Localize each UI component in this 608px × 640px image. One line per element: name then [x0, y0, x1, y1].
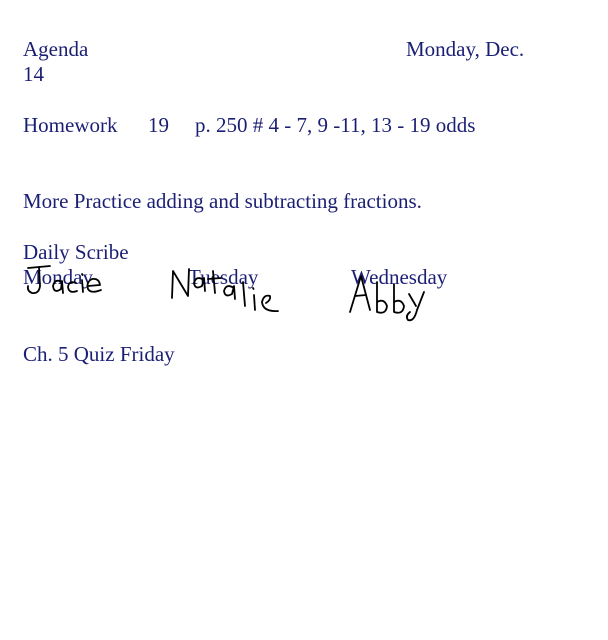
signature-abby: [348, 270, 430, 328]
agenda-title: Agenda: [23, 37, 89, 61]
day-tuesday: Tuesday: [188, 265, 259, 289]
day-monday: Monday: [23, 265, 93, 289]
practice-text: More Practice adding and subtracting fractions.: [23, 189, 422, 213]
homework-label: Homework: [23, 113, 118, 137]
daily-scribe-heading: Daily Scribe: [23, 240, 129, 264]
signature-jacie: [24, 262, 110, 302]
signature-natalie: [168, 262, 292, 320]
homework-number: 19: [148, 113, 169, 137]
homework-assignment: p. 250 # 4 - 7, 9 -11, 13 - 19 odds: [195, 113, 476, 137]
date-continuation: 14: [23, 62, 44, 86]
date-text: Monday, Dec.: [406, 37, 525, 61]
quiz-text: Ch. 5 Quiz Friday: [23, 342, 175, 366]
day-wednesday: Wednesday: [351, 265, 448, 289]
